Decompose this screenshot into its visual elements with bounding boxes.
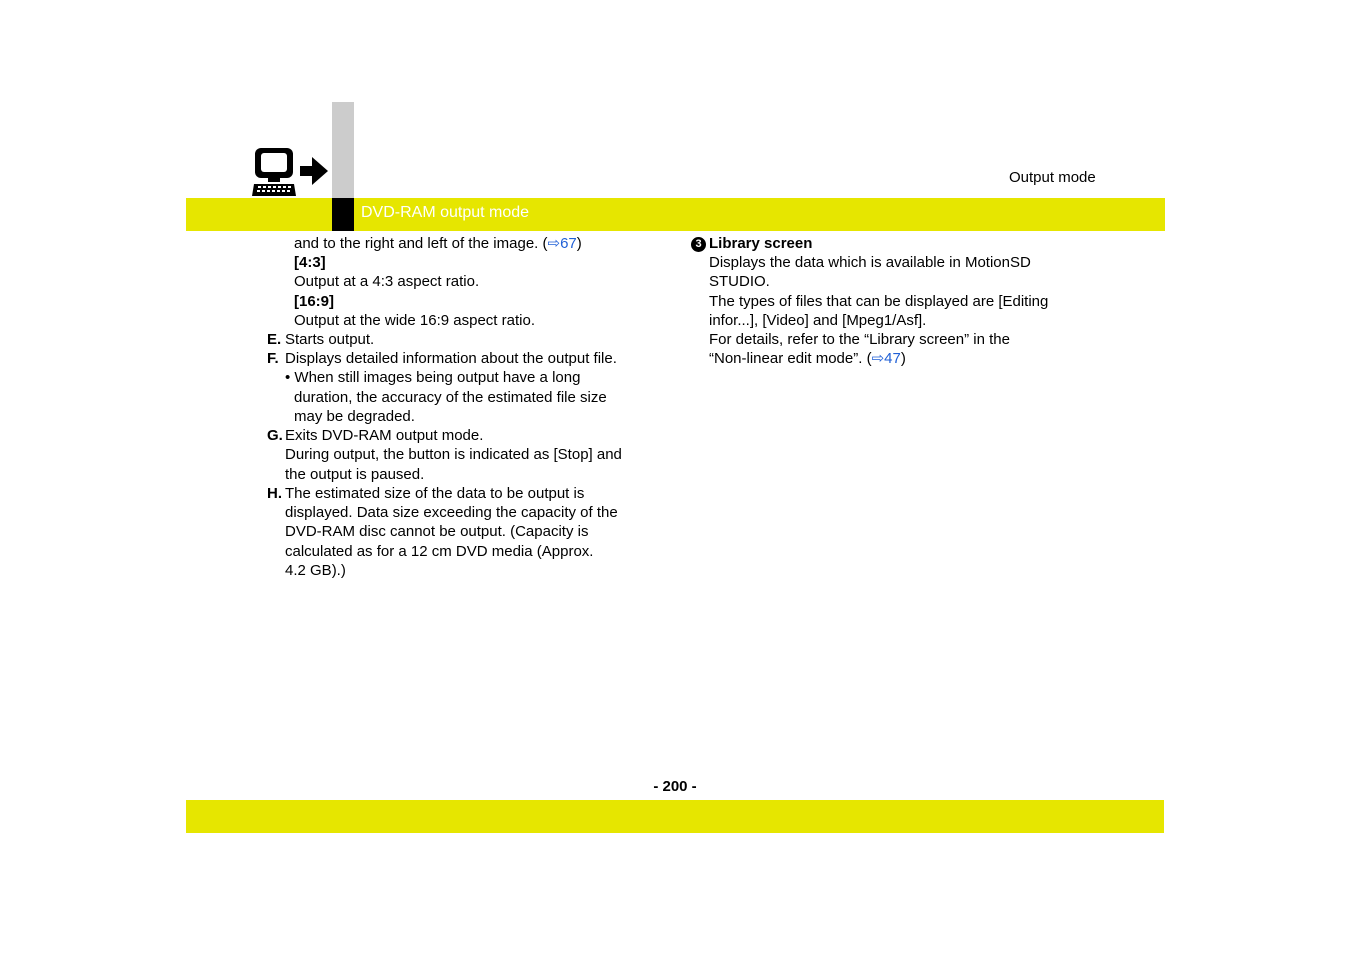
library-last-close: ) [900, 350, 906, 367]
item-e-text: Starts output. [285, 331, 375, 348]
item-h-line: The estimated size of the data to be output is [285, 485, 585, 502]
footer-bar [186, 800, 1164, 833]
item-h-line: displayed. Data size exceeding the capacity of the [285, 504, 618, 521]
library-line: infor...], [Video] and [Mpeg1/Asf]. [709, 312, 927, 329]
page-ref-number: 47 [884, 350, 901, 367]
item-h-line: calculated as for a 12 cm DVD media (Approx. [285, 543, 594, 560]
page-ref-number: 67 [560, 235, 577, 252]
library-line: STUDIO. [709, 273, 770, 290]
item-g-line: Exits DVD-RAM output mode. [285, 427, 484, 444]
header-gray-tab [332, 102, 354, 198]
header-black-tab [332, 198, 354, 231]
ref-arrow-icon: ⇨ [871, 350, 885, 367]
page-ref-link-47[interactable] [872, 350, 901, 367]
item-f-marker: F. [267, 350, 279, 367]
library-line: For details, refer to the “Library screen” in the [709, 331, 1010, 348]
continuation-text: and to the right and left of the image. ( [294, 235, 548, 252]
item-h-line: DVD-RAM disc cannot be output. (Capacity is [285, 523, 589, 540]
continuation-line [294, 235, 582, 253]
item-f-note-line: may be degraded. [294, 408, 415, 425]
item-g-line: During output, the button is indicated as [Stop] and [285, 446, 622, 463]
option-16-9-label: [16:9] [294, 293, 335, 310]
item-f-note-line: duration, the accuracy of the estimated file size [294, 389, 607, 406]
item-h-line: 4.2 GB).) [285, 562, 346, 579]
page-number: - 200 - [653, 778, 697, 795]
continuation-close: ) [576, 235, 582, 252]
page-ref-link-67[interactable] [548, 235, 577, 252]
library-last-text: “Non-linear edit mode”. ( [709, 350, 872, 367]
item-g-marker: G. [267, 427, 283, 444]
option-4-3-desc: Output at a 4:3 aspect ratio. [294, 273, 480, 290]
library-screen-heading: Library screen [709, 235, 813, 252]
library-last-line [709, 350, 906, 368]
page-title: DVD-RAM output mode [361, 204, 530, 221]
item-h-marker: H. [267, 485, 282, 502]
section-label: Output mode [1009, 169, 1096, 186]
number-3-icon: 3 [691, 237, 706, 252]
computer-output-icon [250, 146, 330, 200]
option-4-3-label: [4:3] [294, 254, 326, 271]
ref-arrow-icon: ⇨ [547, 235, 561, 252]
item-e-marker: E. [267, 331, 282, 348]
item-g-line: the output is paused. [285, 466, 425, 483]
item-f-text: Displays detailed information about the output file. [285, 350, 617, 367]
option-16-9-desc: Output at the wide 16:9 aspect ratio. [294, 312, 535, 329]
item-f-note-line: • When still images being output have a long [285, 369, 581, 386]
library-line: The types of files that can be displayed are [Editing [709, 293, 1049, 310]
library-line: Displays the data which is available in MotionSD [709, 254, 1031, 271]
